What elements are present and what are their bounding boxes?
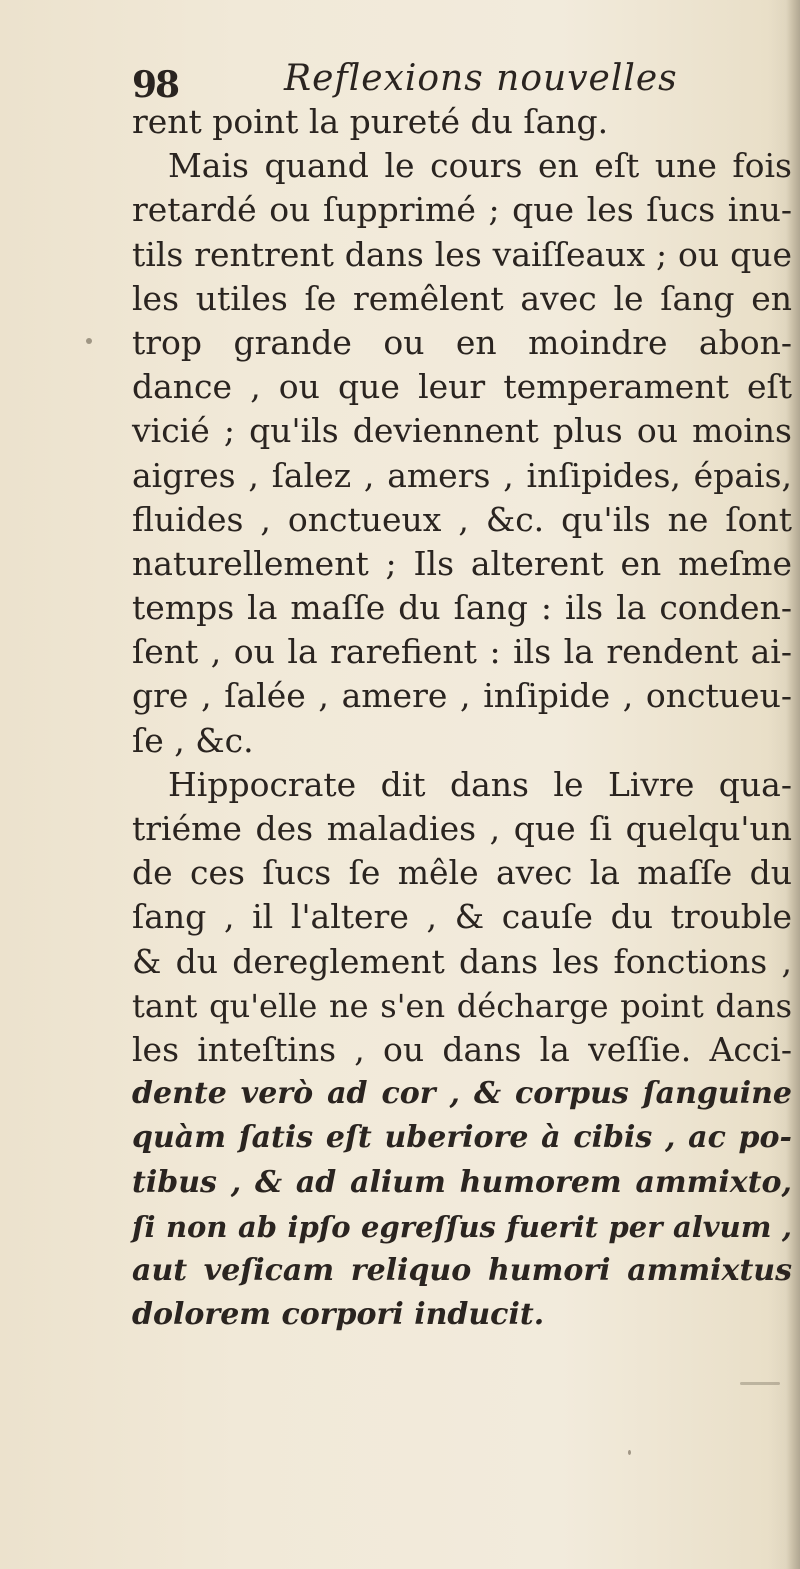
text-line: tant qu'elle ne s'en décharge point dans	[132, 986, 792, 1025]
text-line: quàm ſatis eſt uberiore à cibis , ac po-	[132, 1120, 792, 1156]
text-line: dolorem corpori inducit.	[132, 1297, 545, 1333]
page-number: 98	[132, 64, 179, 106]
text-line: dance , ou que leur temperament eſt	[132, 367, 792, 407]
text-line: & du dereglement dans les fonctions ,	[132, 941, 792, 981]
ink-speck	[740, 1382, 780, 1385]
text-line: ſang , il l'altere , & cauſe du trouble	[132, 897, 792, 937]
text-line: les inteſtins , ou dans la veſſie. Acci-	[132, 1029, 792, 1069]
text-line: de ces ſucs ſe mêle avec la maſſe du	[132, 853, 792, 893]
text-line: aigres , ſalez , amers , inſipides, épais,	[132, 455, 792, 495]
text-line: rent point la pureté du ſang.	[132, 102, 609, 141]
text-line: temps la maſſe du ſang : ils la conden-	[132, 588, 792, 628]
text-line: Mais quand le cours en eſt une fois	[168, 146, 792, 186]
text-line: triéme des maladies , que ſi quelqu'un	[132, 809, 792, 848]
ink-speck	[628, 1450, 631, 1455]
text-line: retardé ou ſupprimé ; que les ſucs inu-	[132, 190, 792, 230]
ink-speck	[86, 338, 92, 344]
running-title: Reflexions nouvelles	[284, 58, 678, 99]
text-line: les utiles ſe remêlent avec le ſang en	[132, 278, 792, 318]
text-line: fluides , onctueux , &c. qu'ils ne ſont	[132, 499, 792, 539]
text-line: dente verò ad cor , & corpus ſanguine	[132, 1076, 792, 1112]
text-line: Hippocrate dit dans le Livre qua-	[168, 764, 792, 804]
text-line: ſent , ou la rarefient : ils la rendent ai-	[132, 632, 792, 672]
body-text	[132, 100, 792, 1337]
text-line: gre , ſalée , amere , inſipide , onctueu-	[132, 676, 792, 716]
text-line: naturellement ; Ils alterent en meſme	[132, 543, 792, 583]
text-line: vicié ; qu'ils deviennent plus ou moins	[132, 411, 792, 451]
text-line: aut veſicam reliquo humori ammixtus	[132, 1252, 792, 1288]
text-line: ſi non ab ipſo egreſſus fuerit per alvum ,	[132, 1209, 792, 1244]
text-line: trop grande ou en moindre abon-	[132, 322, 792, 362]
text-line: tibus , & ad alium humorem ammixto,	[132, 1164, 792, 1200]
text-line: tils rentrent dans les vaiſſeaux ; ou que	[132, 234, 792, 274]
text-line: ſe , &c.	[132, 720, 254, 760]
